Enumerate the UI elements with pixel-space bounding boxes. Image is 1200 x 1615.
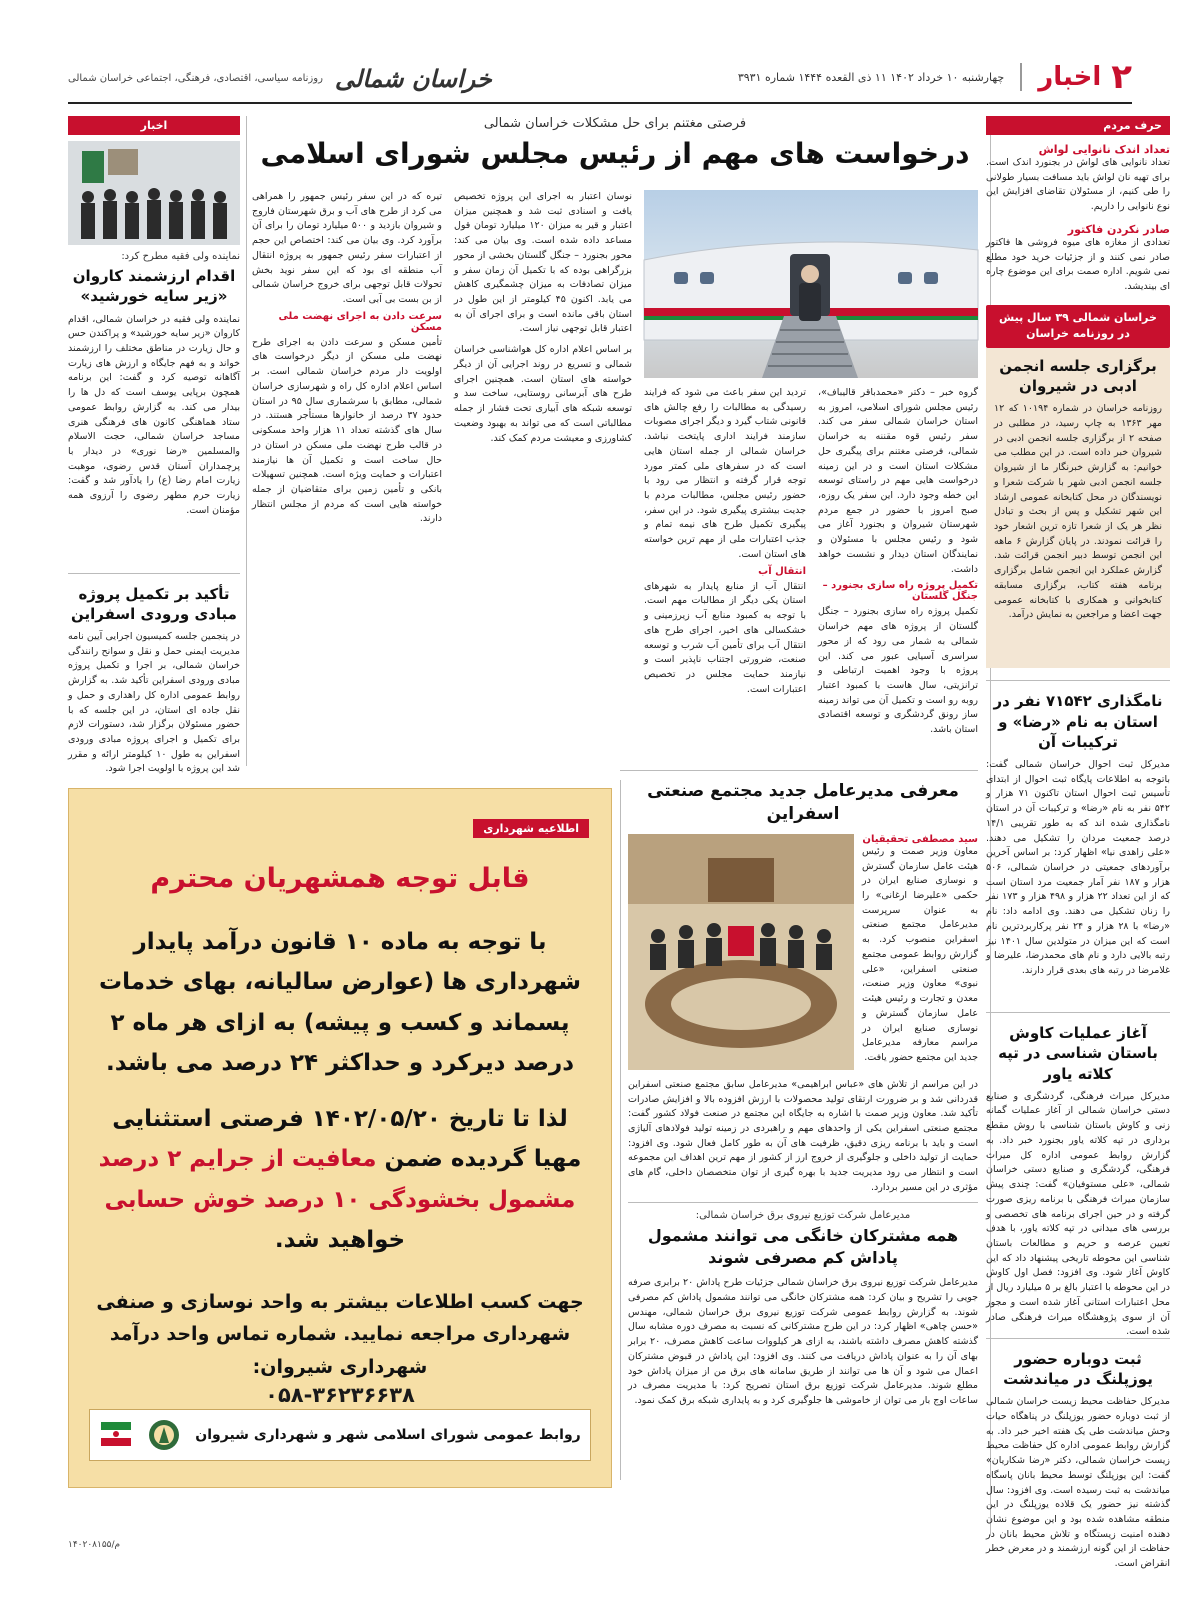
lead-text: تردید این سفر باعث می شود که فرایند رسیدگی به مطالبات را رفع چالش های قانونی شتاب گیرد و دیگر اجرای مصوبات سازمند فرایند اداری پایتخت نباشد. خراسان شمالی از جمله استان هایی است که در سفرهای ملی کمتر مورد توجه قرار گرفته و انتظار می رود با حضور رئیس مجلس، مطالبات مردم با جدیت بیشتری پیگیری شود. در این سفر، پیگیری تکمیل طرح های نیمه تمام و جذب اعتبارات ملی از مهم ترین خواسته های استان است.	[644, 387, 806, 560]
lead-col-4	[252, 190, 442, 848]
notice-paragraph	[89, 1099, 591, 1260]
lead-col-3	[454, 190, 632, 848]
lead-subheading: انتقال آب	[758, 565, 806, 577]
story-title: ثبت دوباره حضور یوزپلنگ در میاندشت	[1003, 1349, 1153, 1388]
date-line: چهارشنبه ۱۰ خرداد ۱۴۰۲ ۱۱ ذی القعده ۱۴۴۴ شماره ۳۹۳۱	[737, 70, 1005, 84]
power-story	[628, 1210, 978, 1470]
lead-text: تیره که در این سفر رئیس جمهور را همراهی می کرد از طرح های آب و برق شهرستان فاروج و شیروان بازدید و ۵۰۰ میلیارد تومان را برای آن برآورد کرد. وی بیان می کند: اختصاص این حجم از اعتبارات سفر رئیس جمهور به پروژه انتقال آب منطقه ای بود که این سفر نوید بخش تحولات قابل توجهی برای خروج خراسان شمالی از بن بست بی آبی است.	[252, 191, 442, 306]
airplane-stairs-illustration	[644, 190, 978, 378]
story-title: آغاز عملیات کاوش باستان شناسی در تپه کلاته یاور	[998, 1024, 1158, 1083]
story-divider	[68, 573, 240, 574]
municipality-notice	[68, 788, 612, 1488]
column-rule	[620, 780, 621, 1480]
ceo-top-row	[628, 834, 978, 1070]
people-voice-title: صادر نکردن فاکتور	[1067, 222, 1170, 236]
people-voice-text: تعداد نانوایی های لواش در بجنورد اندک است. برای تهیه نان لواش باید مسافت بسیار طولانی را طی کنیم، از مسئولان تقاضای افزایش این نوع نانوایی را داریم.	[986, 157, 1170, 213]
story-divider	[986, 1012, 1170, 1013]
notice-highlight: معافیت از جرایم ۲ درصد مشمول	[98, 1146, 576, 1213]
ceo-byline: سید مصطفی تحقیقیان	[862, 833, 978, 845]
lead-subheading: سرعت دادن به اجرای نهضت ملی مسکن	[278, 310, 442, 333]
story-divider	[986, 680, 1170, 681]
lead-story	[252, 116, 978, 736]
story-text: مدیرکل حفاظت محیط زیست خراسان شمالی از ثبت دوباره حضور یوزپلنگ در پناهگاه حیات وحش میاندشت طی یک هفته اخیر خبر داد. به گزارش روابط عمومی اداره کل حفاظت محیط زیست خراسان شمالی، دکتر «رضا شکاریان» گفت: این یوزپلنگ توسط محیط بانان پاسگاه میاندشت به ثبت رسیده است. وی افزود: سال گذشته نیز حضور یک قلاده یوزپلنگ در این منطقه مشاهده شده بود و این موضوع نشان دهنده امنیت زیستگاه و تلاش محیط بانان در حفاظت از این گونه ارزشمند و در معرض خطر انقراض است.	[986, 1396, 1170, 1570]
story-text: مدیرکل ثبت احوال خراسان شمالی گفت: باتوجه به اطلاعات پایگاه ثبت احوال از ابتدای تأسیس ثبت احوال استان تاکنون ۷۱ هزار و ۵۴۲ نفر به نام «رضا» و ترکیبات آن در استان نامگذاری شده اند که به طور تقریبی ۱۴/۱ درصد جمعیت مردان را تشکیل می دهند. «علی زاهدی نیا» اظهار کرد: بر اساس آخرین برآوردهای جمعیتی در خراسان شمالی، ۵۰۶ هزار و ۱۸۷ نفر آمار جمعیت مرد استان است که از این تعداد ۲۲ هزار و ۴۹۸ هزار و ۱۷۳ نفر را زنان تشکیل می دهند. وی ادامه داد: نام «رضا» با ۲۸ هزار و ۲۴ نفر پرکاربردترین نام است که این میزان در متولدین سال ۱۴۰۱ نیز رتبه بالایی دارد و نام های محمدرضا، علیرضا و غلامرضا در رتبه های بعدی قرار دارند.	[986, 759, 1171, 977]
masthead	[68, 58, 1132, 104]
notice-code: ۱۴۰۲۰۸۱۵۵/م	[68, 1540, 121, 1550]
ceo-intro	[862, 834, 978, 1070]
lead-headline: درخواست های مهم از رئیس مجلس شورای اسلامی	[260, 137, 970, 170]
meeting-illustration	[628, 834, 854, 1070]
masthead-left	[68, 64, 492, 93]
right-column	[986, 116, 1171, 1570]
lead-text: گروه خبر – دکتر «محمدباقر قالیباف»، رئیس مجلس شورای اسلامی، امروز به استان خراسان شمالی سفر می کند. سفر رئیس قوه مقننه به خراسان شمالی، فرصتی مغتنم برای پیگیری حل مشکلات استان است و در این زمینه درخواست هایی مهم در راستای توسعه این خطه وجود دارد. این سفر یک روزه، صبح امروز با حضور در جمع مردم شهرستان شیروان و بجنورد آغاز می شود و رئیس مجلس با مسئولان و نمایندگان استان دیدار و نشست خواهد داشت.	[818, 387, 978, 575]
notice-text: لذا تا تاریخ ۱۴۰۲/۰۵/۲۰ فرصتی استثنایی مهیا گردیده ضمن	[112, 1106, 582, 1173]
story-title: نامگذاری ۷۱۵۴۲ نفر در استان به نام «رضا» و ترکیبات آن	[993, 692, 1163, 751]
lead-text: تکمیل پروژه راه سازی بجنورد – جنگل گلستان از پروژه های مهم خراسان شمالی به شمار می رود که از محور سراسری آسیایی عبور می کند. این پروژه با وجود اهمیت ارتباطی و ترانزیتی، سال هاست با کمبود اعتبار روبه رو است و تکمیل آن می تواند زمینه ساز رونق گردشگری و توسعه اقتصادی استان باشد.	[818, 606, 978, 736]
ceo-photo	[628, 834, 854, 1070]
notice-highlight: بخشودگی ۱۰ درصد خوش حسابی	[104, 1186, 480, 1213]
notice-footer	[89, 1409, 591, 1461]
notice-footer-text: روابط عمومی شورای اسلامی شهر و شهرداری شیروان	[195, 1427, 581, 1443]
section-name: اخبار	[1038, 62, 1102, 92]
archive-badge	[986, 305, 1170, 348]
people-voice-header: حرف مردم	[986, 116, 1170, 135]
story-title: اقدام ارزشمند کاروان «زیر سایه خورشید»	[72, 267, 236, 306]
notice-paragraph: با توجه به ماده ۱۰ قانون درآمد پایدار شهرداری ها (عوارض سالیانه، بهای خدمات پسماند و کسب و پیشه) به ازای هر ماه ۲ درصد دیرکرد و حداکثر ۲۴ درصد می باشد.	[98, 929, 582, 1076]
lead-text: تأمین مسکن و سرعت دادن به اجرای طرح نهضت ملی مسکن از دیگر درخواست های اولویت دار مردم خراسان شمالی است. بر اساس اعلام اداره کل راه و شهرسازی خراسان شمالی، مطابق با سرشماری سال ۹۵ در استان حدود ۳۷ درصد از خانوارها مستأجر هستند. در سال های گذشته تعداد ۱۱ هزار واحد مسکونی در قالب طرح نهضت ملی مسکن در استان در حال ساخت است و تکمیل آن ها نیازمند اعتبارات و حمایت ویژه است. همچنین تسهیلات بانکی و تأمین زمین برای متقاضیان از جمله خواسته هایی است که مردم از مجلس انتظار دارند.	[252, 336, 442, 525]
municipality-emblem-icon	[147, 1418, 181, 1452]
ceo-title: معرفی مدیرعامل جدید مجتمع صنعتی اسفراین	[647, 781, 959, 824]
archive-title: برگزاری جلسه انجمن ادبی در شیروان	[999, 356, 1157, 395]
archive-text: روزنامه خراسان در شماره ۱۰۱۹۴ که ۱۲ مهر ۱۳۶۳ به چاپ رسید، در مطلبی در صفحه ۲ از برگزاری جلسه انجمن ادبی در شیروان خبر داده است. در این مطلب می خوانیم: به گزارش خبرنگار ما از شیروان جلسه انجمن ادبی شهر با شرکت شعرا و نویسندگان در محل کتابخانه عمومی ارشاد این شهر تشکیل و پس از بحث و تبادل نظر هر یک از شعرا تازه ترین اشعار خود را قرائت نمودند. در پایان گزارش ۶ ماهه این انجمن توسط دبیر انجمن قرائت شد. گزارش عملکرد این انجمن شامل برگزاری برنامه هفته کتاب، برگزاری مسابقه کتابخوانی و همکاری با کتابخانه عمومی جهت اعضا و مراجعین به نمایش درآمد.	[994, 403, 1162, 621]
masthead-right	[737, 57, 1132, 97]
notice-contact: جهت کسب اطلاعات بیشتر به واحد نوسازی و صنفی شهرداری مراجعه نمایید. شماره تماس واحد درآمد شهرداری شیروان:	[96, 1291, 584, 1378]
story-text: در پنجمین جلسه کمیسیون اجرایی آیین نامه مدیریت ایمنی حمل و نقل و سوانح رانندگی خراسان شمالی، بر اجرا و تکمیل پروژه مبادی ورودی اسفراین تأکید شد. به گزارش روابط عمومی اداره کل راهداری و حمل و نقل جاده ای استان، در این جلسه که با حضور مسئولان برگزار شد، دستورات لازم برای تکمیل و اجرای پروژه مبادی ورودی اسفراین به طول ۱۰ کیلومتر ارائه و مقرر شد این پروژه با اولویت اجرا شود.	[68, 631, 240, 775]
lead-text: انتقال آب از منابع پایدار به شهرهای استان یکی دیگر از مطالبات مهم است. با توجه به کمبود منابع آب زیرزمینی و خشکسالی های اخیر، اجرای طرح های انتقال آب برای تأمین آب شرب و توسعه صنعت، ضرورتی اجتناب ناپذیر است و نیازمند حمایت مجلس در تخصیص اعتبارات است.	[644, 580, 806, 695]
lead-kicker: فرصتی مغتنم برای حل مشکلات خراسان شمالی	[483, 116, 747, 131]
photo-caption: نماینده ولی فقیه مطرح کرد:	[121, 251, 240, 262]
column-rule	[246, 116, 247, 766]
newspaper-logo: خراسان شمالی	[334, 64, 492, 93]
group-photo-illustration	[68, 141, 240, 245]
left-column	[68, 116, 240, 775]
archive-box	[986, 348, 1170, 669]
people-voice-title: تعداد اندک نانوایی لواش	[1038, 143, 1170, 156]
notice-heading: قابل توجه همشهریان محترم	[150, 863, 530, 894]
notice-tag: اطلاعیه شهرداری	[473, 819, 589, 838]
story-title: تأکید بر تکمیل پروژه مبادی ورودی اسفراین	[71, 584, 237, 623]
ceo-text: معاون وزیر صمت و رئیس هیئت عامل سازمان گسترش و نوسازی صنایع ایران در حکمی «علیرضا ارغانی» را به عنوان سرپرست مدیرعامل مجتمع صنعتی اسفراین منصوب کرد. به گزارش روابط عمومی مجتمع صنعتی اسفراین، «علی نبوی» معاون وزیر صنعت، معدن و تجارت و رئیس هیئت عامل سازمان گسترش و نوسازی صنایع ایران در مراسم معارفه مدیرعامل جدید این مجتمع حضور یافت.	[862, 845, 978, 1063]
lead-text: نوسان اعتبار به اجرای این پروژه تخصیص یافت و اسنادی ثبت شد و همچنین میزان اعتبار و قیر به میزان ۱۲۰ میلیارد تومان قول مساعد داده شده است. وی بیان می کند: محور بجنورد – جنگل گلستان بخشی از محور بزرگراهی بوده که با تکمیل آن زمان سفر و میزان تصادفات به میزان چشمگیری کاهش می یابد. اکنون ۴۵ کیلومتر از این طول در استان باقی مانده است و برای اجرای آن به اعتبار قابل توجهی نیاز است.	[454, 191, 633, 335]
power-kicker: مدیرعامل شرکت توزیع نیروی برق خراسان شمالی:	[695, 1210, 911, 1221]
newspaper-tagline: روزنامه سیاسی، اقتصادی، فرهنگی، اجتماعی خراسان شمالی	[68, 73, 323, 84]
power-title: همه مشترکان خانگی می توانند مشمول پاداش کم مصرفی شوند	[647, 1226, 959, 1267]
notice-text: خواهید شد.	[274, 1226, 406, 1253]
archive-badge-line: در روزنامه خراسان	[1026, 327, 1130, 341]
page-number: ۲	[1111, 57, 1132, 97]
notice-phone: ۰۵۸-۳۶۲۳۶۶۳۸	[265, 1382, 415, 1407]
masthead-divider	[1020, 63, 1022, 91]
news-header: اخبار	[68, 116, 240, 135]
story-text: نماینده ولی فقیه در خراسان شمالی، اقدام کاروان «زیر سایه خورشید» و پراکندن حس و حال زیارت در مناطق مختلف را ارزشمند خواند و به فهم جایگاه و ارزش های زیارت آگاهانه توصیه کرد و گفت: این برنامه همچون برپایی یوسف است که دل ها را بیدار می کند. به گزارش روابط عمومی ستاد هماهنگی کانون های فرهنگی هنری مساجد خراسان شمالی، حجت الاسلام والمسلمین «رضا نوری» در دیدار با پرچمداران آستان قدس رضوی، موهبت زیارت امام رضا (ع) را یادآور شد و گفت: زیارت حرم مطهر رضوی را آرزوی همه مؤمنان است.	[68, 313, 240, 516]
lead-photo	[644, 190, 978, 378]
archive-badge-line: خراسان شمالی ۳۹ سال پیش	[999, 310, 1157, 324]
notice-content	[89, 817, 591, 1407]
iran-emblem-icon	[99, 1418, 133, 1452]
ceo-text: در این مراسم از تلاش های «عباس ابراهیمی» مدیرعامل سابق مجتمع صنعتی اسفراین قدردانی شد و بر ضرورت ارتقای تولید محصولات با ارزش افزوده بالا و افزایش صادرات تأکید شد. معاون وزیر صمت با اشاره به جایگاه این مجتمع در صنعت فولاد کشور گفت: مجتمع صنعتی اسفراین یکی از واحدهای مهم و راهبردی در زمینه تولید فولادهای آلیاژی است و باید با برنامه ریزی دقیق، ظرفیت های آن به طور کامل فعال شود. وی افزود: حمایت از تولید داخلی و جلوگیری از خروج ارز از کشور از مهم ترین اهداف این مجموعه است و انتظار می رود مدیریت جدید با بهره گیری از توان متخصصان داخلی، گام های مؤثری در این مسیر بردارد.	[628, 1078, 978, 1193]
story-text: مدیرکل میراث فرهنگی، گردشگری و صنایع دستی خراسان شمالی از آغاز عملیات گمانه زنی و کاوش باستان شناسی با روش مقطع برداری در تپه کلاته یاور بجنورد خبر داد. به گزارش روابط عمومی اداره کل میراث فرهنگی، گردشگری و صنایع دستی خراسان شمالی، «علی مستوفیان» گفت: چندی پیش سازمان میراث فرهنگی با برنامه ریزی صورت گرفته و در حین اجرای برنامه های تخصصی و بررسی های میدانی در تپه کلاته یاور، با هدف تعیین عرصه و حریم و مطالعات باستان شناسی این محوطه تاریخی پیشنهاد داد که این کاوش آغاز شود. وی افزود: فصل اول کاوش در این محوطه با اعتبار بالغ بر ۵ میلیارد ریال از محل اعتبارات استانی آغاز شده است و مجوز آن از سوی پژوهشگاه میراث فرهنگی صادر شده است.	[986, 1090, 1170, 1338]
section-rule	[628, 1202, 978, 1203]
lead-subheading: تکمیل پروژه راه سازی بجنورد – جنگل گلستان	[822, 580, 978, 603]
lead-text: بر اساس اعلام اداره کل هواشناسی خراسان شمالی و تسریع در روند اجرایی آن از دیگر خواسته های استان است. همچنین اجرای طرح های آبرسانی روستایی، ساخت سد و توسعه شبکه های آبیاری تحت فشار از جمله مطالباتی است که می تواند به بهبود وضعیت کشاورزی و معیشت مردم کمک کند.	[454, 344, 632, 444]
ceo-story	[628, 780, 978, 1200]
power-text: مدیرعامل شرکت توزیع نیروی برق خراسان شمالی جزئیات طرح پاداش ۲۰ برابری صرفه جویی را تشریح و بیان کرد: همه مشترکان خانگی می توانند مشمول پاداش کم مصرفی شوند. به گزارش روابط عمومی شرکت توزیع نیروی برق خراسان شمالی، مهندس «حسن چاهی» اظهار کرد: در این طرح مشترکانی که نسبت به مصرف دوره مشابه سال گذشته کاهش مصرف داشته باشند، به ازای هر کیلووات ساعت کاهش مصرف، ۲۰ برابر بهای آن را به عنوان پاداش دریافت می کنند. وی افزود: این پاداش در قبوض مشترکان اعمال می شود و آن ها می توانند از طریق سامانه های برق من از میزان پاداش خود مطلع شوند. مدیرعامل شرکت توزیع برق استان تصریح کرد: با مدیریت مصرف در ساعات اوج بار می توان از خاموشی ها جلوگیری کرد و به پایداری شبکه برق کمک نمود.	[628, 1277, 978, 1406]
group-photo	[68, 141, 240, 245]
people-voice-text: تعدادی از مغازه های میوه فروشی ها فاکتور صادر نمی کنند و از جزئیات خرید خود مطلع نمی شویم. اداره صمت برای این موضوع چاره ای بیندیشد.	[986, 236, 1170, 293]
